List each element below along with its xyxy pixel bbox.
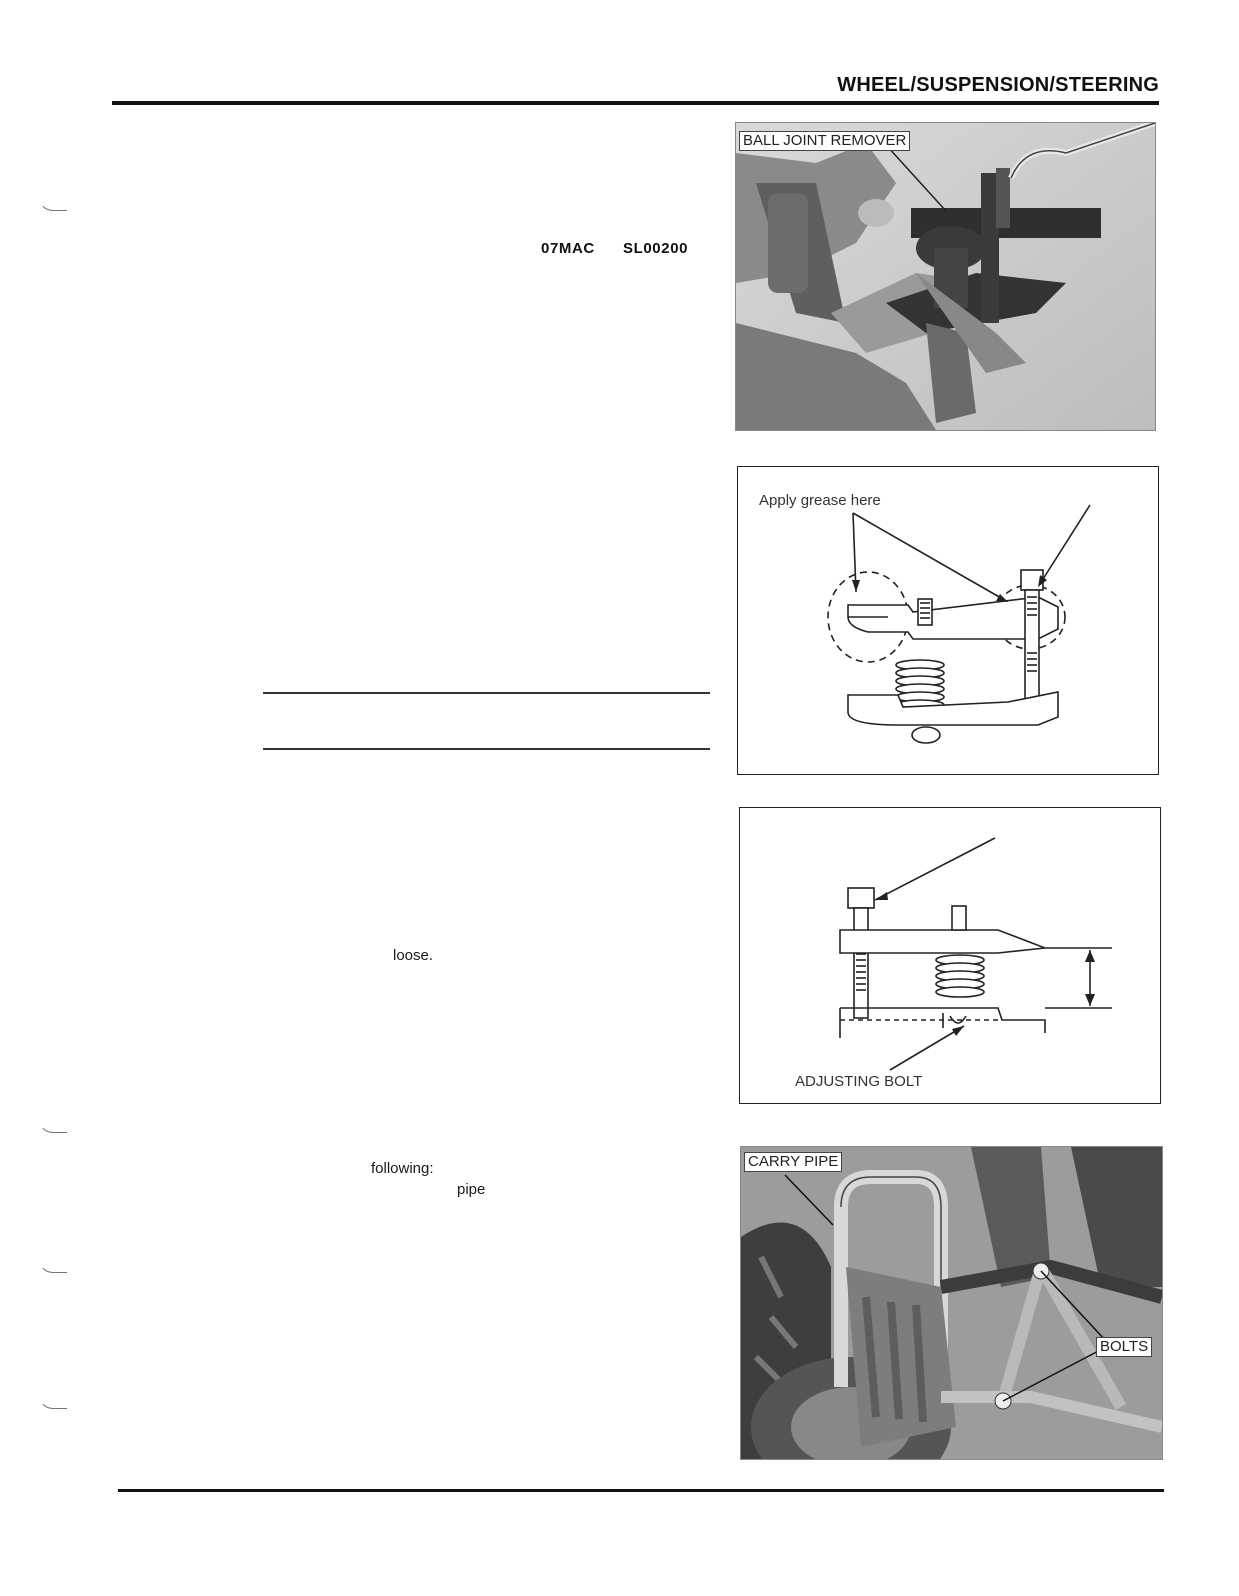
ball-joint-tool-drawing (738, 467, 1158, 774)
tool-number-part-a: 07MAC (541, 240, 595, 257)
grease-diagram (737, 466, 1159, 775)
header-rule (112, 101, 1159, 105)
tool-number-part-b: SL00200 (623, 240, 689, 257)
ball-joint-remover-illustration (736, 123, 1155, 430)
adjusting-bolt-label: ADJUSTING BOLT (795, 1073, 923, 1090)
text-following: following: (371, 1160, 434, 1177)
binding-mark (38, 196, 67, 211)
adjusting-bolt-diagram (739, 807, 1161, 1104)
binding-mark (38, 1394, 67, 1409)
bolts-label: BOLTS (1096, 1337, 1152, 1357)
text-loose: loose. (393, 947, 434, 964)
adjusting-bolt-drawing (740, 808, 1160, 1103)
note-rule-top (263, 692, 710, 694)
carry-pipe-illustration (741, 1147, 1162, 1459)
footer-rule (118, 1489, 1164, 1492)
binding-mark (38, 1258, 67, 1273)
ball-joint-remover-photo (735, 122, 1156, 431)
text-pipe: pipe (457, 1181, 486, 1198)
apply-grease-label: Apply grease here (759, 492, 881, 509)
section-title: WHEEL/SUSPENSION/STEERING (837, 74, 1159, 96)
note-rule-bottom (263, 748, 710, 750)
carry-pipe-photo (740, 1146, 1163, 1460)
ball-joint-remover-label: BALL JOINT REMOVER (739, 131, 910, 151)
carry-pipe-label: CARRY PIPE (744, 1152, 842, 1172)
binding-mark (38, 1118, 67, 1133)
